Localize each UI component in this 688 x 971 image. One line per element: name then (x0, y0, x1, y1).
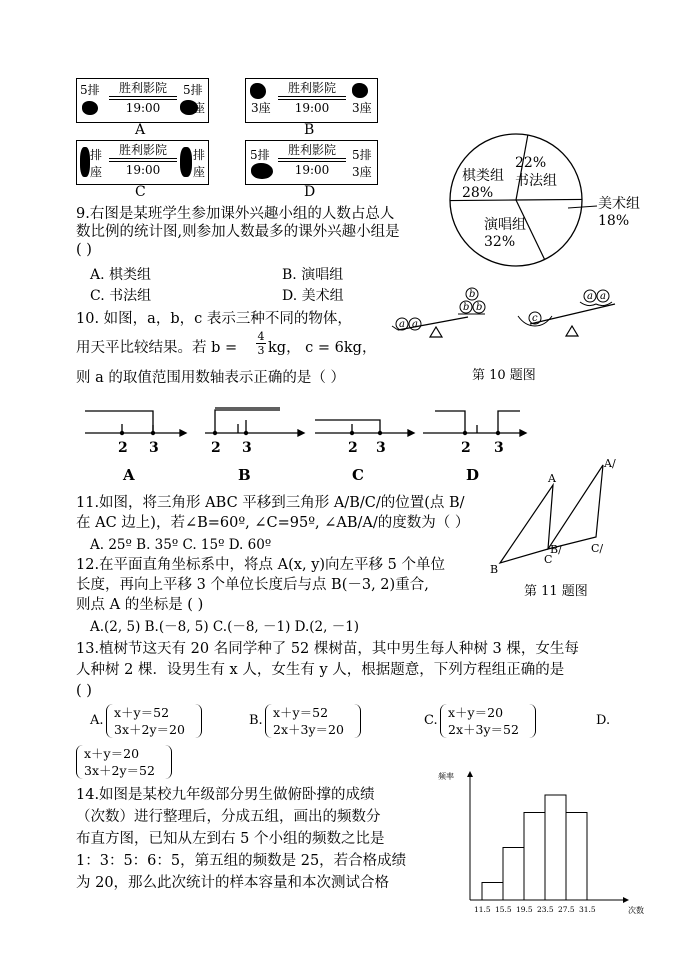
histogram-bar (524, 813, 545, 901)
q9-option-d: D. 美术组 (282, 288, 344, 304)
seat-text: 排 (193, 148, 206, 162)
seat-text: 座 (90, 165, 103, 179)
ink-blot (82, 101, 98, 115)
equation: x＋y＝20 (84, 746, 140, 761)
q14-line: （次数）进行整理后，分成五组，画出的频数分 (76, 809, 381, 825)
x-tick-label: 19.5 (516, 905, 533, 914)
triangle-figure (488, 455, 628, 580)
seat-text: 座 (193, 165, 206, 179)
q10-line-a: 用天平比较结果。若 b = (76, 340, 238, 356)
seat-text: 5排 (352, 148, 372, 162)
coin: a (399, 319, 405, 330)
balance-figure (390, 282, 640, 357)
tick-label: 3 (149, 440, 159, 456)
cinema-name: 胜利影院 (118, 143, 167, 157)
q13-option-b-system (265, 704, 361, 738)
x-tick-label: 15.5 (495, 905, 512, 914)
q13-option-d-system (76, 745, 172, 779)
q10-line: 10. 如图，a，b，c 表示三种不同的物体， (76, 311, 352, 327)
q9-line: ( ) (76, 242, 92, 258)
q13-option-label: A. (90, 713, 104, 728)
x-axis-label: 次数 (628, 906, 644, 915)
histogram-bar (482, 883, 503, 901)
seat-text: 座 (193, 101, 206, 115)
ink-blot (80, 147, 90, 177)
q13-line: 13.植树节这天有 20 名同学种了 52 棵树苗，其中男生每人种树 3 棵，女生每 (76, 641, 579, 657)
ink-blot (180, 147, 192, 177)
q12-line: 12.在平面直角坐标系中，将点 A(x, y)向左平移 5 个单位 (76, 557, 445, 573)
coin: b (469, 289, 476, 300)
point-label: B (490, 563, 499, 576)
fraction (256, 330, 266, 357)
histogram-bar (503, 848, 524, 901)
equation: 3x＋2y＝20 (114, 722, 185, 737)
ticket-b (245, 78, 378, 123)
option-label: D (304, 184, 316, 200)
tick-label: 2 (118, 440, 128, 456)
fraction-denominator: 3 (257, 344, 265, 357)
ticket-d (245, 140, 378, 185)
ink-blot (251, 163, 273, 179)
q10-line-b: kg， c = 6kg， (268, 340, 377, 356)
q13-line: 人种树 2 棵．设男生有 x 人，女生有 y 人，根据题意，下列方程组正确的是 (76, 662, 565, 678)
x-tick-label: 11.5 (474, 905, 491, 914)
equation: 2x＋3y＝20 (273, 722, 344, 737)
q12-line: 长度，再向上平移 3 个单位长度后与点 B(－3, 2)重合, (76, 577, 429, 593)
pie-percent: 32% (484, 234, 516, 250)
q12-options: A.(2, 5) B.(－8, 5) C.(－8, －1) D.(2, －1) (90, 619, 360, 635)
tick-label: 2 (211, 440, 221, 456)
seat-text: 3座 (251, 101, 271, 115)
option-label: C (352, 466, 364, 484)
q10-line: 则 a 的取值范围用数轴表示正确的是（ ） (76, 370, 345, 386)
equation: x＋y＝20 (448, 705, 504, 720)
q12-line: 则点 A 的坐标是 ( ) (76, 597, 204, 613)
pie-percent: 18% (598, 213, 630, 229)
option-label: B (238, 466, 251, 484)
histogram-bar (566, 813, 587, 901)
show-time: 19:00 (125, 163, 161, 177)
point-label: B/ (550, 543, 562, 556)
option-label: B (304, 122, 315, 138)
option-label: A (123, 466, 135, 484)
point-label: A/ (604, 457, 616, 470)
q9-line: 9.右图是某班学生参加课外兴趣小组的人数占总人 (76, 206, 395, 222)
coin: b (476, 302, 483, 313)
q9-line: 数比例的统计图,则参加人数最多的课外兴趣小组是 (76, 224, 400, 240)
tick-label: 2 (348, 440, 358, 456)
pie-label: 美术组 (598, 196, 640, 212)
coin: a (587, 291, 593, 302)
ink-blot (250, 83, 266, 99)
equation: 3x＋2y＝52 (84, 763, 155, 778)
option-label: C (135, 184, 146, 200)
figure-caption: 第 11 题图 (524, 584, 588, 599)
x-tick-label: 23.5 (537, 905, 554, 914)
q9-option-a: A. 棋类组 (90, 267, 152, 283)
seat-text: 3座 (352, 101, 372, 115)
ticket-a (76, 78, 209, 123)
coin: c (532, 313, 538, 324)
pie-label: 书法组 (515, 173, 557, 189)
pie-label: 棋类组 (462, 168, 504, 184)
seat-text: 5排 (183, 83, 203, 97)
seat-text: 5排 (80, 83, 100, 97)
point-label: C (544, 553, 553, 566)
q9-option-c: C. 书法组 (90, 288, 152, 304)
cinema-name: 胜利影院 (287, 81, 336, 95)
q9-option-b: B. 演唱组 (282, 267, 344, 283)
frequency-histogram (440, 765, 665, 920)
number-lines (80, 400, 530, 465)
seat-text: 排 (90, 148, 103, 162)
q14-line: 14.如图是某校九年级部分男生做俯卧撑的成绩 (76, 787, 375, 803)
q13-option-c-system (440, 704, 536, 738)
pie-slice-boundary (516, 199, 582, 200)
ticket-c (76, 140, 209, 185)
pie-chart (440, 130, 680, 270)
q11-line: 11.如图，将三角形 ABC 平移到三角形 A/B/C/的位置(点 B/ (76, 495, 465, 511)
seat-text: 3座 (352, 165, 372, 179)
y-axis-label: 频率 (438, 772, 454, 781)
coin: a (600, 291, 606, 302)
q13-option-label: C. (424, 713, 438, 728)
point-label: A (548, 472, 556, 485)
show-time: 19:00 (125, 101, 161, 115)
fraction-numerator: 4 (257, 330, 265, 343)
x-tick-label: 31.5 (579, 905, 596, 914)
option-label: A (135, 122, 146, 138)
coin: a (412, 319, 418, 330)
equation: 2x＋3y＝52 (448, 722, 519, 737)
option-label: D (466, 466, 480, 484)
q13-line: ( ) (76, 683, 92, 699)
q14-line: 布直方图，已知从左到右 5 个小组的频数之比是 (76, 831, 385, 847)
q14-line: 1：3：5：6：5，第五组的频数是 25，若合格成绩 (76, 853, 407, 869)
q11-line: 在 AC 边上)，若∠B=60º, ∠C=95º, ∠AB/A/的度数为（ ） (76, 515, 470, 531)
tick-label: 3 (376, 440, 386, 456)
pie-percent: 22% (515, 155, 547, 171)
cinema-name: 胜利影院 (118, 81, 167, 95)
tick-label: 2 (461, 440, 471, 456)
q11-options: A. 25º B. 35º C. 15º D. 60º (90, 537, 272, 553)
histogram-bar (545, 795, 566, 900)
show-time: 19:00 (294, 163, 330, 177)
q13-option-label: B. (249, 713, 263, 728)
q13-option-a-system (106, 704, 202, 738)
q14-line: 为 20，那么此次统计的样本容量和本次测试合格 (76, 875, 390, 891)
cinema-name: 胜利影院 (287, 143, 336, 157)
equation: x＋y＝52 (114, 705, 170, 720)
x-tick-label: 27.5 (558, 905, 575, 914)
coin: b (463, 302, 470, 313)
pie-percent: 28% (462, 185, 494, 201)
ink-blot (352, 83, 368, 98)
seat-text: 5排 (250, 148, 270, 162)
tick-label: 3 (494, 440, 504, 456)
q13-option-label: D. (596, 713, 611, 728)
equation: x＋y＝52 (273, 705, 329, 720)
tick-label: 3 (242, 440, 252, 456)
figure-caption: 第 10 题图 (472, 368, 536, 383)
show-time: 19:00 (294, 101, 330, 115)
point-label: C/ (591, 542, 604, 555)
pie-label: 演唱组 (484, 217, 526, 233)
